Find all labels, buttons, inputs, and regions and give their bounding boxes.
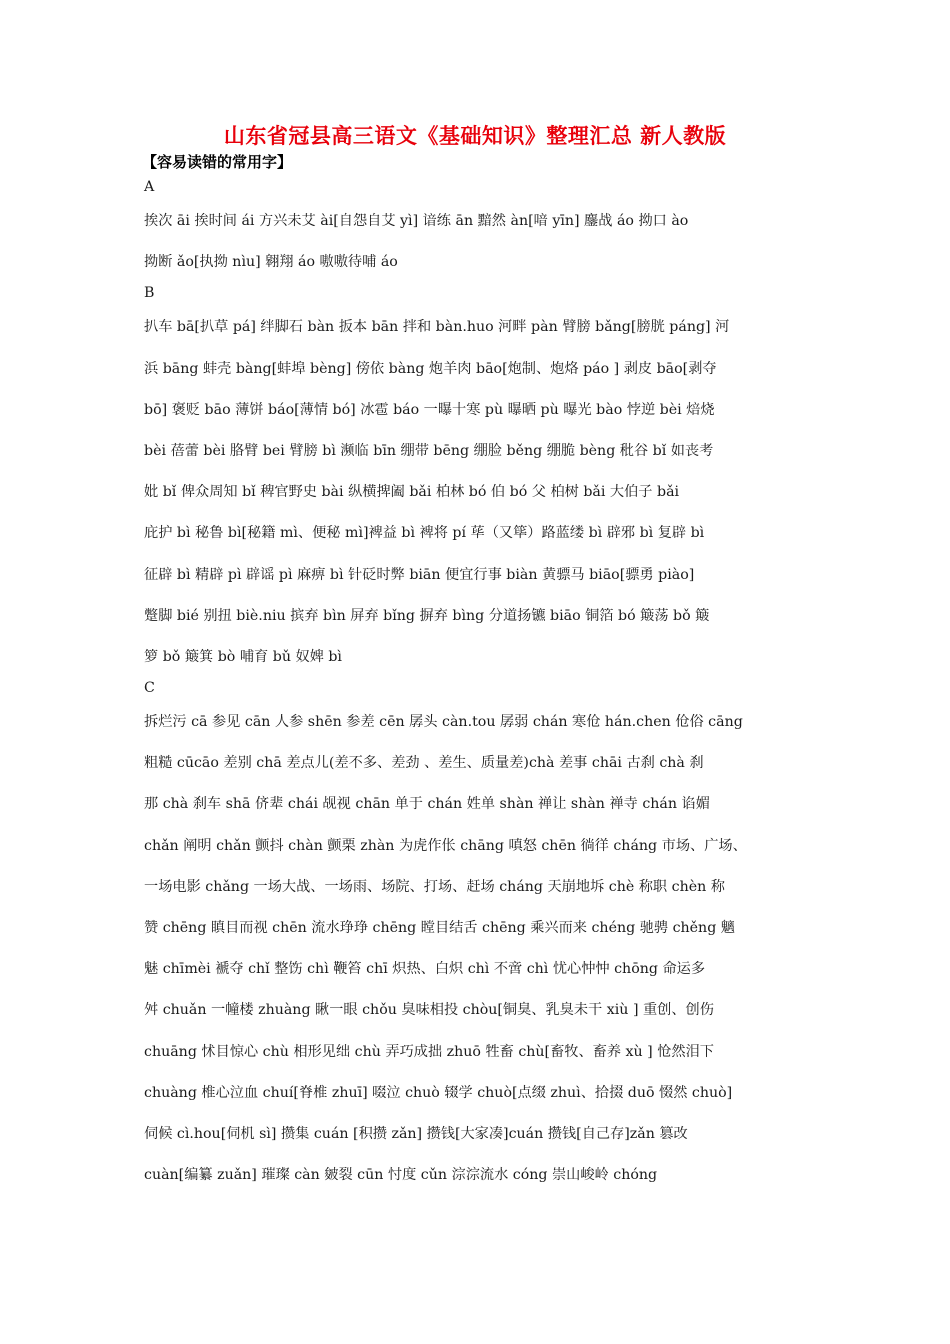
document-title: 山东省冠县高三语文《基础知识》整理汇总 新人教版 [223, 123, 727, 148]
text-line: 蹩脚 bié 别扭 biè.niu 摈弃 bìn 屏弃 bǐng 摒弃 bìng 分道扬镳 biāo 铜箔 bó 簸荡 bǒ 簸 [144, 607, 710, 624]
text-line: 挨次 āi 挨时间 ái 方兴未艾 ài[自怨自艾 yì] 谙练 ān 黯然 àn[喑 yīn] 鏖战 áo 拗口 ào [144, 213, 689, 229]
text-line: 拗断 ǎo[执拗 nìu] 翱翔 áo 嗷嗷待哺 áo [144, 254, 398, 271]
text-line: 赞 chēng 瞋目而视 chēn 流水琤琤 chēng 瞠目结舌 chēng 乘兴而来 chéng 驰骋 chěng 魑 [144, 920, 735, 936]
letter-heading: A [144, 179, 155, 195]
text-line: 拆烂污 cā 参见 cān 人参 shēn 参差 cēn 孱头 càn.tou 孱弱 chán 寒伧 hán.chen 伧俗 cāng [144, 714, 743, 731]
letter-heading: C [144, 680, 155, 697]
text-line: 一场电影 chǎng 一场大战、一场雨、场院、打场、赶场 cháng 天崩地坼 chè 称职 chèn 称 [144, 878, 725, 895]
text-line: 那 chà 刹车 shā 侪辈 chái 觇视 chān 单于 chán 姓单 shàn 禅让 shàn 禅寺 chán 谄媚 [144, 796, 710, 813]
text-line: bō] 褒贬 bāo 薄饼 báo[薄情 bó] 冰雹 báo 一曝十寒 pù 曝晒 pù 曝光 bào 悖逆 bèi 焙烧 [144, 401, 715, 418]
text-line: 征辟 bì 精辟 pì 辟谣 pì 麻痹 bì 针砭时弊 biān 便宜行事 biàn 黄骠马 biāo[骠勇 piào] [144, 566, 695, 583]
text-line: 扒车 bā[扒草 pá] 绊脚石 bàn 扳本 bān 拌和 bàn.huo 河畔 pàn 臂膀 bǎng[膀胱 páng] 河 [144, 319, 730, 336]
text-line: 粗糙 cūcāo 差别 chā 差点儿(差不多、差劲 、差生、质量差)chà 差事 chāi 古刹 chà 刹 [144, 755, 704, 772]
text-line: bèi 蓓蕾 bèi 胳臂 bei 臂膀 bì 濒临 bīn 绷带 bēng 绷脸 běng 绷脆 bèng 秕谷 bǐ 如丧考 [144, 442, 714, 459]
text-line: 妣 bǐ 俾众周知 bǐ 稗官野史 bài 纵横捭阖 bǎi 柏林 bó 伯 bó 父 柏树 bǎi 大伯子 bǎi [144, 484, 680, 501]
letter-heading: B [144, 285, 155, 302]
text-line: chuāng 怵目惊心 chù 相形见绌 chù 弄巧成拙 zhuō 牲畜 chù[畜牧、畜养 xù ] 怆然泪下 [144, 1043, 714, 1060]
document-body [144, 177, 808, 1196]
text-line: 庇护 bì 秘鲁 bì[秘籍 mì、便秘 mì]裨益 bì 裨将 pí 荜（又筚）路蓝缕 bì 辟邪 bì 复辟 bì [144, 525, 705, 542]
section-heading: 【容易读错的常用字】 [142, 153, 293, 171]
text-line: 浜 bāng 蚌壳 bàng[蚌埠 bèng] 傍依 bàng 炮羊肉 bāo[炮制、炮烙 páo ] 剥皮 bāo[剥夺 [144, 360, 717, 377]
text-line: chuàng 椎心泣血 chuí[脊椎 zhuī] 啜泣 chuò 辍学 chuò[点缀 zhuì、拾掇 duō 惙然 chuò] [144, 1084, 733, 1101]
text-line: 伺候 cì.hou[伺机 sì] 攒集 cuán [积攒 zǎn] 攒钱[大家凑]cuán 攒钱[自己存]zǎn 篡改 [144, 1125, 688, 1142]
text-line: 舛 chuǎn 一幢楼 zhuàng 瞅一眼 chǒu 臭味相投 chòu[铜臭、乳臭未干 xiù ] 重创、创伤 [144, 1002, 714, 1019]
text-line: 魅 chīmèi 褫夺 chǐ 整饬 chì 鞭笞 chī 炽热、白炽 chì 不啻 chì 忧心忡忡 chōng 命运多 [144, 961, 706, 978]
text-line: cuàn[编纂 zuǎn] 璀璨 càn 皴裂 cūn 忖度 cǔn 淙淙流水 cóng 崇山峻岭 chóng [144, 1167, 658, 1184]
text-line: 箩 bǒ 簸箕 bò 哺育 bǔ 奴婢 bì [144, 648, 342, 665]
text-line: chǎn 阐明 chǎn 颤抖 chàn 颤栗 zhàn 为虎作伥 chāng 嗔怒 chēn 徜徉 cháng 市场、广场、 [144, 837, 747, 854]
